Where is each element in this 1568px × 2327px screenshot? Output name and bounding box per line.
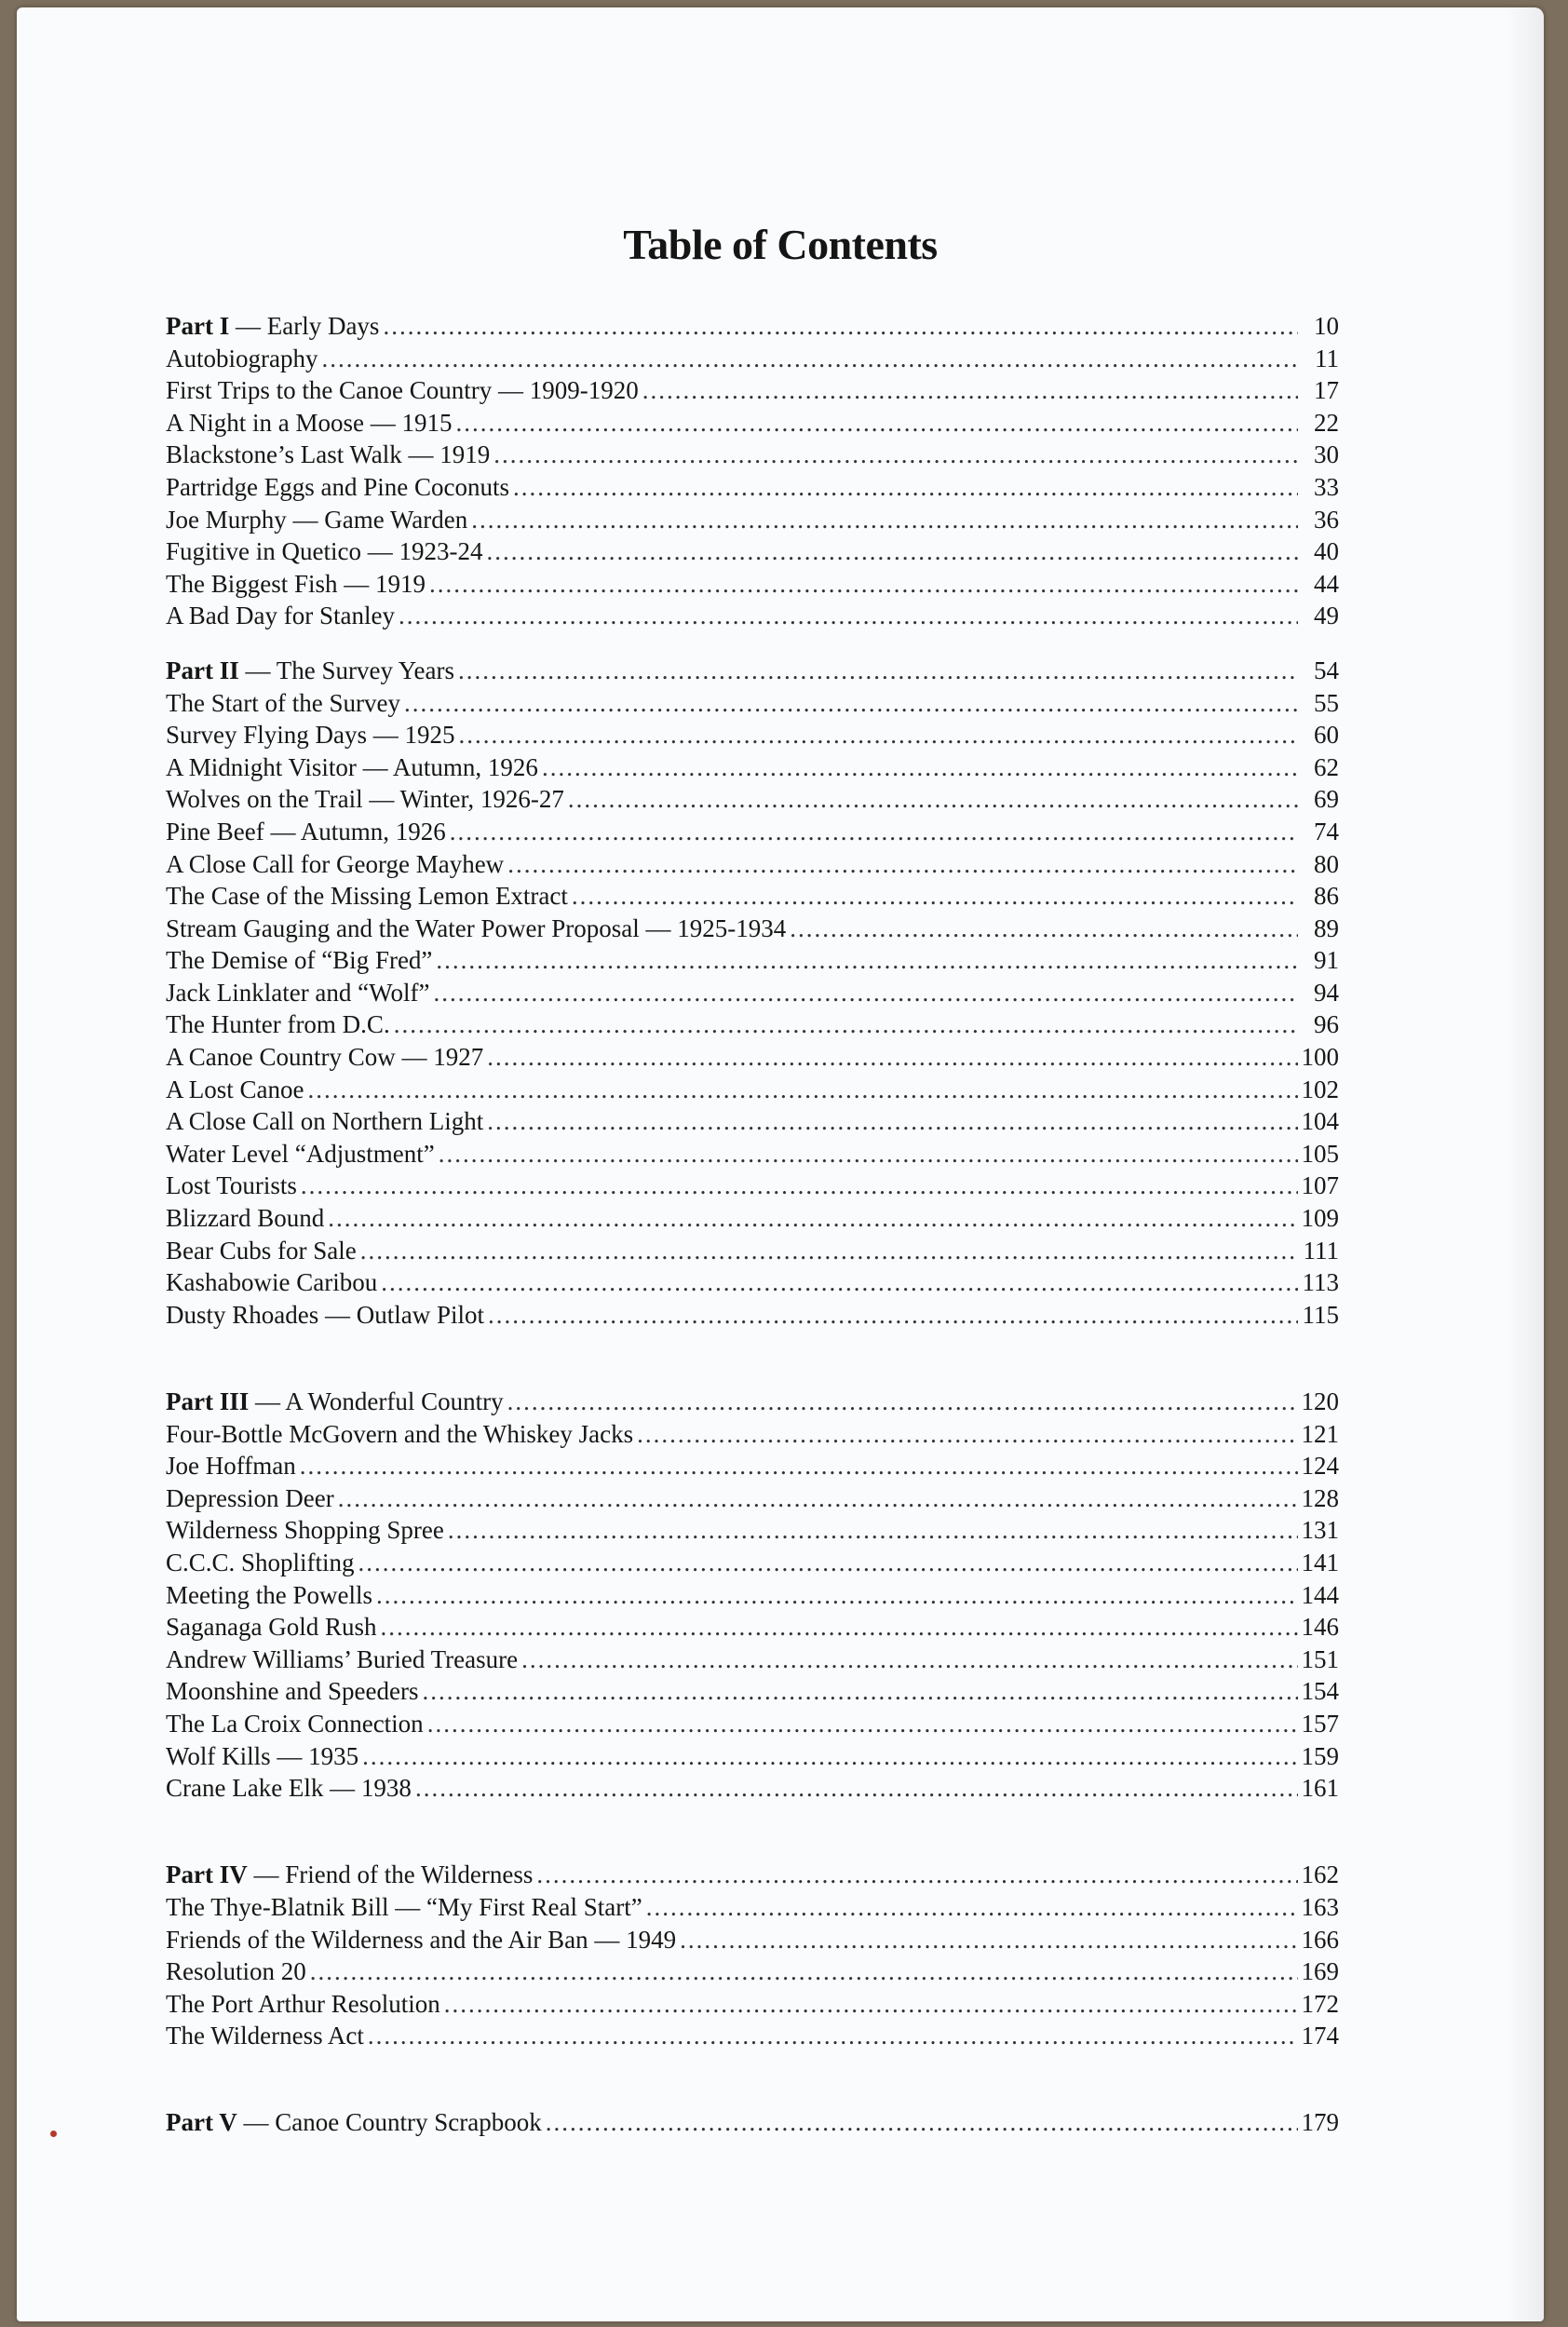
toc-entry [166,1805,1339,1837]
entry-title: C.C.C. Shoplifting [166,1548,355,1576]
entry-title: The Hunter from D.C. [166,1010,390,1039]
toc-entry [166,1331,1339,1363]
entry-title: A Close Call on Northern Light [166,1107,484,1136]
page-number: 107 [1301,1171,1339,1200]
dot-leader [328,1202,1297,1235]
entry-title: The Thye-Blatnik Bill — “My First Real Start” [166,1892,642,1921]
dot-leader [368,2020,1298,2052]
part-heading-text [166,310,379,343]
entry-title: The La Croix Connection [166,1709,424,1738]
dot-leader [646,1891,1298,1924]
entry-title: Moonshine and Speeders [166,1677,419,1706]
toc-entry [166,848,1339,881]
book-page [17,7,1544,2321]
toc-entry [166,1266,1339,1299]
toc-entry [166,1547,1339,1579]
dot-leader [360,1235,1298,1267]
dot-leader [507,1386,1298,1418]
page-number: 36 [1314,505,1339,534]
page-number: 54 [1314,656,1339,684]
part-title: — A Wonderful Country [249,1387,504,1415]
toc-part-heading [166,655,1339,687]
toc-entry [166,2020,1339,2052]
entry-title: Joe Murphy — Game Warden [166,505,468,534]
page-number: 60 [1314,721,1339,750]
dot-leader [422,1675,1297,1708]
toc-section [166,310,1339,632]
toc-section [166,1386,1339,1836]
dot-leader [381,1266,1298,1299]
entry-title: Andrew Williams’ Buried Treasure [166,1644,519,1673]
toc-part-heading [166,310,1339,343]
dot-leader [471,504,1298,536]
dot-leader [450,816,1298,848]
toc-entry [166,568,1339,601]
entry-title: A Midnight Visitor — Autumn, 1926 [166,752,538,781]
entry-title: Wolves on the Trail — Winter, 1926-27 [166,785,564,814]
toc-entry [166,1644,1339,1676]
page-number: 159 [1301,1741,1339,1770]
page-number: 162 [1301,1860,1339,1889]
dot-leader [338,1482,1298,1515]
page-number: 102 [1301,1075,1339,1103]
entry-title: The Case of the Missing Lemon Extract [166,882,568,911]
toc-entry [166,944,1339,977]
page-number: 120 [1301,1387,1339,1415]
dot-leader [300,1450,1298,1482]
dot-leader [399,600,1298,632]
entry-title: First Trips to the Canoe Country — 1909-1920 [166,376,639,405]
entry-title: The Demise of “Big Fred” [166,946,433,975]
toc-entry [166,600,1339,632]
dot-leader [790,913,1298,945]
toc-entry [166,407,1339,440]
entry-title: Fugitive in Quetico — 1923-24 [166,537,483,566]
dot-leader [436,944,1298,977]
toc-entry [166,783,1339,816]
toc-entry [166,1138,1339,1170]
part-heading-text [166,1386,504,1418]
toc-entry [166,977,1339,1009]
toc-part-heading [166,2106,1339,2139]
part-heading-text [166,655,454,687]
page-number: 157 [1301,1709,1339,1738]
page-number: 131 [1301,1516,1339,1545]
dot-leader [637,1418,1297,1451]
toc-entry [166,1740,1339,1773]
page-number: 74 [1314,817,1339,846]
dot-leader [308,1074,1298,1106]
entry-title: Blizzard Bound [166,1204,325,1233]
toc-entry [166,2052,1339,2085]
dot-leader [383,310,1298,343]
toc-entry [166,816,1339,848]
page-number: 91 [1314,946,1339,975]
toc-entry [166,1202,1339,1235]
dot-leader [448,1514,1298,1547]
part-title: — Early Days [229,312,380,340]
toc-entry [166,1235,1339,1267]
toc-entry [166,1675,1339,1708]
toc-entry [166,343,1339,375]
page-number: 169 [1301,1957,1339,1986]
entry-title: A Bad Day for Stanley [166,602,395,630]
toc-entry [166,913,1339,945]
toc-entry [166,535,1339,568]
entry-title: Joe Hoffman [166,1452,296,1481]
table-of-contents [166,310,1339,2161]
toc-entry [166,1891,1339,1924]
entry-title: Blackstone’s Last Walk — 1919 [166,440,491,469]
entry-title: Friends of the Wilderness and the Air Ban — 1949 [166,1925,677,1954]
entry-title: Wilderness Shopping Spree [166,1516,444,1545]
dot-leader [680,1924,1297,1956]
dot-leader [456,407,1299,440]
page-number: 128 [1301,1483,1339,1512]
dot-leader [321,343,1298,375]
dot-leader [542,751,1298,784]
toc-entry [166,1041,1339,1074]
part-label: Part IV [166,1860,248,1889]
dot-leader [362,1740,1297,1773]
dot-leader [487,1041,1297,1074]
dot-leader [568,783,1298,816]
part-label: Part I [166,312,230,340]
entry-title: Dusty Rhoades — Outlaw Pilot [166,1300,484,1329]
toc-entry [166,1299,1339,1332]
page-number: 100 [1301,1043,1339,1072]
toc-entry [166,374,1339,407]
dot-leader [486,535,1298,568]
page-number: 105 [1301,1139,1339,1168]
page-number: 40 [1314,537,1339,566]
toc-entry [166,1450,1339,1482]
page-number: 151 [1301,1644,1339,1673]
toc-entry [166,1772,1339,1805]
entry-title: Crane Lake Elk — 1938 [166,1774,412,1803]
page-number: 49 [1314,602,1339,630]
page-number: 161 [1301,1774,1339,1803]
toc-entry [166,1988,1339,2021]
entry-title: A Close Call for George Mayhew [166,849,505,878]
entry-title: Water Level “Adjustment” [166,1139,435,1168]
page-number: 55 [1314,688,1339,717]
page-number: 163 [1301,1892,1339,1921]
entry-title: The Biggest Fish — 1919 [166,569,426,598]
dot-leader [536,1859,1297,1891]
ink-spot [50,2131,57,2137]
page-number: 86 [1314,882,1339,911]
dot-leader [427,1708,1298,1740]
dot-leader [358,1547,1298,1579]
page-title: Table of Contents [623,221,938,268]
dot-leader [642,374,1298,407]
page-number: 80 [1314,849,1339,878]
page-number: 44 [1314,569,1339,598]
toc-entry [166,1708,1339,1740]
dot-leader [439,1138,1298,1170]
page-number: 111 [1303,1236,1339,1265]
page-number: 115 [1302,1300,1339,1329]
entry-title: Wolf Kills — 1935 [166,1741,359,1770]
toc-entry [166,1482,1339,1515]
toc-entry [166,880,1339,913]
part-label: Part II [166,656,239,684]
toc-entry [166,1514,1339,1547]
part-title: — Friend of the Wilderness [247,1860,534,1889]
entry-title: Pine Beef — Autumn, 1926 [166,817,446,846]
page-number: 154 [1301,1677,1339,1706]
part-heading-text [166,2106,542,2139]
toc-entry [166,1418,1339,1451]
page-number: 69 [1314,785,1339,814]
page-number: 96 [1314,1010,1339,1039]
toc-entry [166,439,1339,471]
dot-leader [487,1105,1297,1138]
entry-title: Stream Gauging and the Water Power Proposal — 1925-1934 [166,913,787,942]
page-number: 144 [1301,1580,1339,1609]
page-number: 22 [1314,408,1339,437]
toc-entry [166,1579,1339,1612]
toc-part-heading [166,1386,1339,1418]
entry-title: Survey Flying Days — 1925 [166,721,455,750]
dot-leader [444,1988,1298,2021]
dot-leader [458,655,1298,687]
page-number: 166 [1301,1925,1339,1954]
toc-entry [166,1611,1339,1644]
page-number: 121 [1301,1419,1339,1448]
dot-leader [572,880,1298,913]
entry-title: A Canoe Country Cow — 1927 [166,1043,484,1072]
page-number: 124 [1301,1452,1339,1481]
part-title: — Canoe Country Scrapbook [237,2108,542,2137]
part-label: Part III [166,1387,250,1415]
entry-title: A Night in a Moose — 1915 [166,408,453,437]
toc-entry [166,687,1339,720]
entry-title: Meeting the Powells [166,1580,372,1609]
entry-title: A Lost Canoe [166,1075,304,1103]
toc-entry [166,1105,1339,1138]
toc-entry [166,751,1339,784]
entry-title: Partridge Eggs and Pine Coconuts [166,472,509,501]
page-shadow-edge [1507,7,1544,2321]
toc-entry [166,1074,1339,1106]
dot-leader [507,848,1298,881]
entry-title: The Wilderness Act [166,2022,364,2050]
toc-entry [166,471,1339,504]
toc-section [166,655,1339,1363]
part-label: Part V [166,2108,237,2137]
dot-leader [394,1008,1298,1041]
entry-title: Kashabowie Caribou [166,1268,378,1297]
toc-entry [166,1008,1339,1041]
dot-leader [310,1955,1298,1988]
entry-title: Saganaga Gold Rush [166,1613,377,1642]
toc-section [166,1859,1339,2084]
dot-leader [488,1299,1298,1332]
page-number: 141 [1301,1548,1339,1576]
toc-entry [166,1170,1339,1202]
page-number: 174 [1301,2022,1339,2050]
dot-leader [376,1579,1298,1612]
entry-title: Jack Linklater and “Wolf” [166,978,430,1007]
page-number: 94 [1314,978,1339,1007]
page-number: 113 [1302,1268,1339,1297]
dot-leader [493,439,1298,471]
entry-title: Autobiography [166,344,318,372]
dot-leader [429,568,1298,601]
page-number: 172 [1301,1989,1339,2018]
page-number: 104 [1301,1107,1339,1136]
dot-leader [433,977,1298,1009]
toc-entry [166,504,1339,536]
page-number: 179 [1301,2108,1339,2137]
toc-entry [166,719,1339,751]
dot-leader [404,687,1298,720]
entry-title: The Port Arthur Resolution [166,1989,440,2018]
dot-leader [521,1644,1297,1676]
toc-entry [166,1924,1339,1956]
part-heading-text [166,1859,533,1891]
page-number: 17 [1314,376,1339,405]
page-number: 146 [1301,1613,1339,1642]
dot-leader [380,1611,1297,1644]
toc-entry [166,1955,1339,1988]
page-number: 33 [1314,472,1339,501]
dot-leader [415,1772,1298,1805]
page-number: 109 [1301,1204,1339,1233]
page-number: 62 [1314,752,1339,781]
entry-title: Lost Tourists [166,1171,297,1200]
dot-leader [513,471,1298,504]
entry-title: Depression Deer [166,1483,334,1512]
page-number: 11 [1315,344,1339,372]
page-number: 10 [1314,312,1339,340]
entry-title: Bear Cubs for Sale [166,1236,357,1265]
part-title: — The Survey Years [238,656,454,684]
dot-leader [301,1170,1298,1202]
entry-title: The Start of the Survey [166,688,400,717]
entry-title: Resolution 20 [166,1957,306,1986]
page-number: 30 [1314,440,1339,469]
dot-leader [546,2106,1298,2139]
page-number: 89 [1314,913,1339,942]
dot-leader [459,719,1299,751]
toc-section [166,2106,1339,2139]
entry-title: Four-Bottle McGovern and the Whiskey Jacks [166,1419,634,1448]
toc-part-heading [166,1859,1339,1891]
